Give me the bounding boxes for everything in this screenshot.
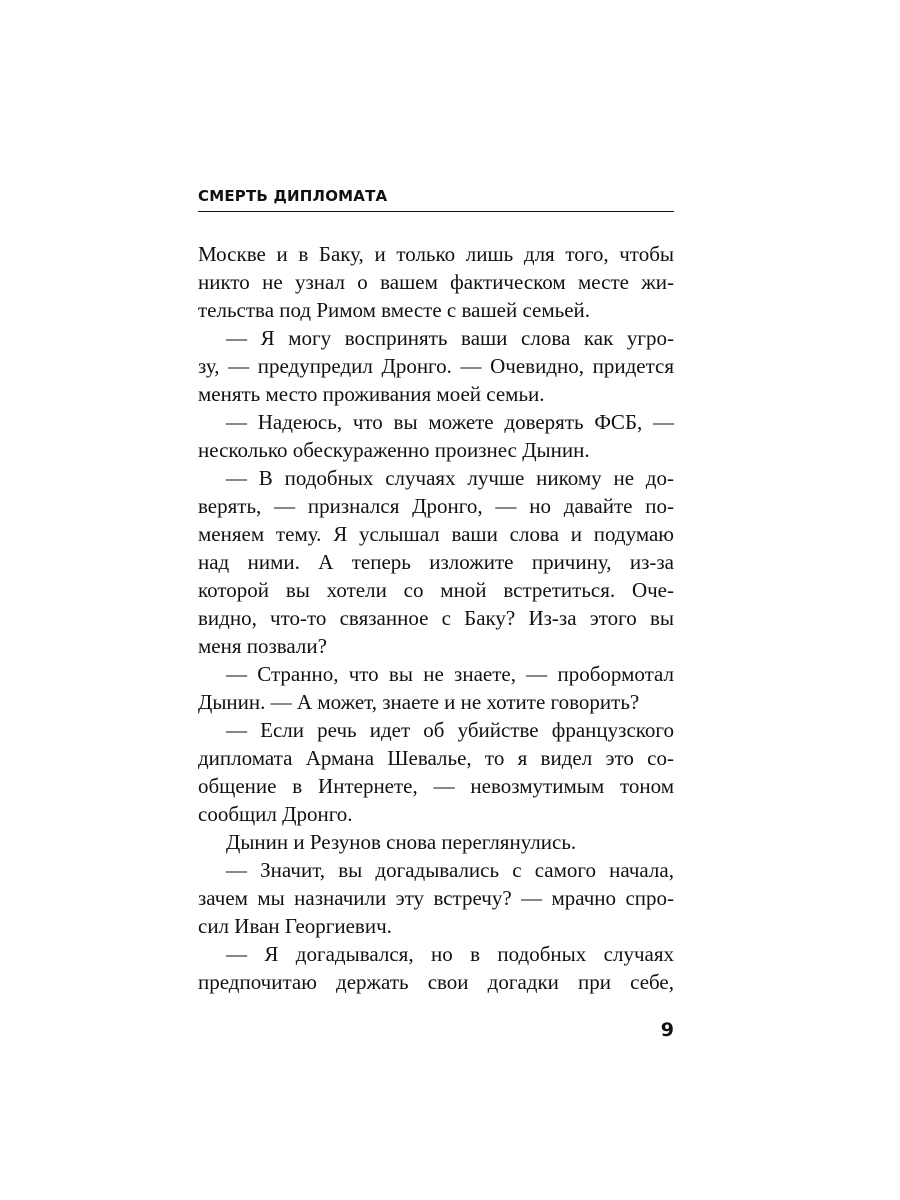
running-head: СМЕРТЬ ДИПЛОМАТА xyxy=(198,187,388,205)
text-line: меняем тему. Я услышал ваши слова и подумаю xyxy=(198,522,674,546)
text-line: зачем мы назначили эту встречу? — мрачно спро- xyxy=(198,886,674,910)
text-line: Дынин. — А может, знаете и не хотите говорить? xyxy=(198,690,640,714)
text-line: которой вы хотели со мной встретиться. Оче- xyxy=(198,578,674,602)
text-line: менять место проживания моей семьи. xyxy=(198,382,545,406)
text-line: никто не узнал о вашем фактическом месте жи- xyxy=(198,270,674,294)
text-line: дипломата Армана Шевалье, то я видел это со- xyxy=(198,746,674,770)
text-line: общение в Интернете, — невозмутимым тоном xyxy=(198,774,674,798)
text-line: — Значит, вы догадывались с самого начала, xyxy=(226,858,674,882)
text-line: сообщил Дронго. xyxy=(198,802,353,826)
text-line: над ними. А теперь изложите причину, из-за xyxy=(198,550,674,574)
text-line: сил Иван Георгиевич. xyxy=(198,914,392,938)
text-line: несколько обескураженно произнес Дынин. xyxy=(198,438,590,462)
text-line: Москве и в Баку, и только лишь для того, чтобы xyxy=(198,242,674,266)
text-line: предпочитаю держать свои догадки при себе, xyxy=(198,970,674,994)
text-line: — Странно, что вы не знаете, — пробормотал xyxy=(226,662,674,686)
header-rule xyxy=(198,211,674,212)
text-line: тельства под Римом вместе с вашей семьей. xyxy=(198,298,591,322)
body-text xyxy=(198,240,674,996)
text-line: видно, что-то связанное с Баку? Из-за этого вы xyxy=(198,606,674,630)
text-line: — В подобных случаях лучше никому не до- xyxy=(226,466,674,490)
text-line: меня позвали? xyxy=(198,634,327,658)
text-line: зу, — предупредил Дронго. — Очевидно, придется xyxy=(198,354,674,378)
text-line: Дынин и Резунов снова переглянулись. xyxy=(226,830,577,854)
text-line: — Я догадывался, но в подобных случаях xyxy=(226,942,674,966)
text-line: верять, — признался Дронго, — но давайте по- xyxy=(198,494,674,518)
text-line: — Надеюсь, что вы можете доверять ФСБ, — xyxy=(226,410,674,434)
text-line: — Если речь идет об убийстве французского xyxy=(226,718,674,742)
text-line: — Я могу воспринять ваши слова как угро- xyxy=(226,326,674,350)
page-number: 9 xyxy=(660,1019,674,1041)
